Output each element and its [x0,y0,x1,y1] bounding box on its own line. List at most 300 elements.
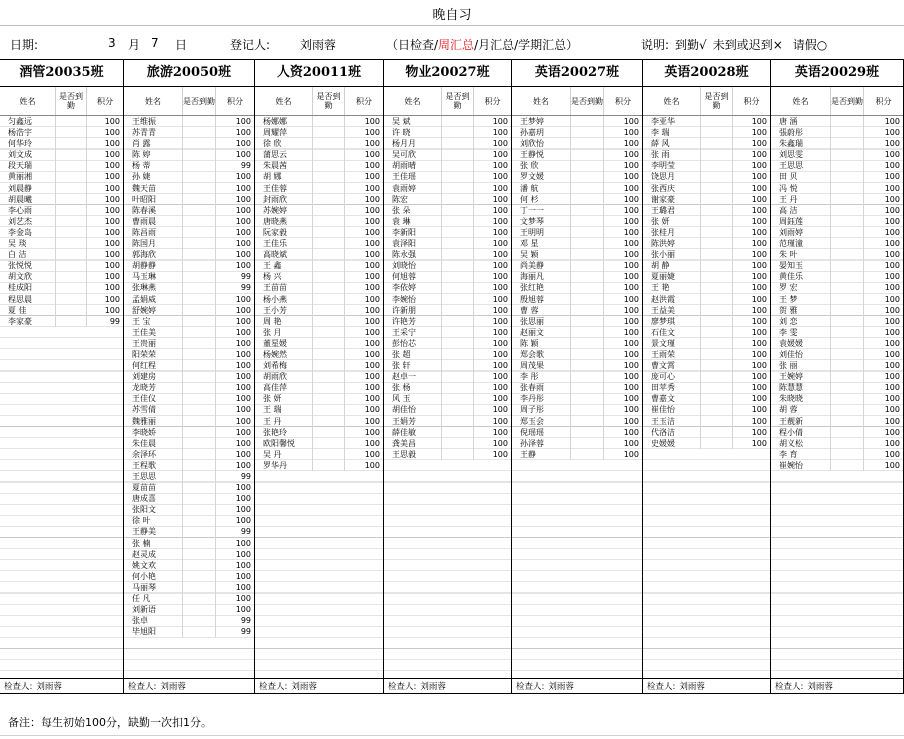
attendance-cell[interactable] [442,393,474,404]
attendance-cell[interactable] [701,360,733,371]
student-name[interactable]: 倪瑶瑶 [512,427,571,438]
score-cell[interactable]: 100 [623,272,639,282]
student-name[interactable]: 马玉琳 [124,271,183,282]
score-cell[interactable]: 100 [235,117,251,126]
student-name[interactable]: 李金岛 [0,227,56,238]
student-name[interactable]: 胡雨晴 [384,160,442,171]
attendance-cell[interactable] [313,316,345,327]
score-cell[interactable]: 100 [235,227,251,237]
attendance-cell[interactable] [183,338,216,349]
student-name[interactable]: 徐 叶 [124,515,183,526]
score-cell[interactable]: 100 [235,571,251,581]
attendance-cell[interactable] [56,205,87,216]
student-name[interactable]: 刘雨婷 [771,227,831,238]
attendance-cell[interactable] [571,238,604,249]
score-cell[interactable]: 100 [235,338,251,348]
score-cell[interactable]: 100 [884,216,900,226]
score-cell[interactable]: 100 [364,427,380,437]
attendance-cell[interactable] [442,382,474,393]
student-name[interactable]: 王梦婷 [512,116,571,127]
score-cell[interactable]: 100 [104,239,120,249]
student-name[interactable]: 何小艳 [124,571,183,582]
attendance-cell[interactable] [56,149,87,160]
student-name[interactable]: 张悦悦 [0,260,56,271]
score-cell[interactable]: 100 [104,139,120,149]
student-name[interactable]: 夏丽婕 [643,271,701,282]
student-name[interactable]: 胡 静 [643,260,701,271]
score-cell[interactable]: 100 [884,383,900,393]
score-cell[interactable]: 100 [751,161,767,171]
attendance-cell[interactable] [56,116,87,127]
student-name[interactable]: 黄佳乐 [771,271,831,282]
score-cell[interactable]: 100 [751,394,767,404]
score-cell[interactable]: 100 [623,194,639,204]
student-name[interactable]: 余泽环 [124,449,183,460]
attendance-cell[interactable] [831,438,864,449]
student-name[interactable]: 胡晨曦 [0,194,56,205]
score-cell[interactable]: 100 [364,394,380,404]
score-cell[interactable]: 100 [884,139,900,149]
student-name[interactable]: 李 彤 [512,371,571,382]
student-name[interactable]: 尚美静 [512,260,571,271]
student-name[interactable]: 袁雨婷 [384,183,442,194]
student-name[interactable]: 曹 蓉 [512,305,571,316]
score-cell[interactable]: 100 [884,161,900,171]
score-cell[interactable]: 100 [492,449,508,459]
student-name[interactable]: 周茂果 [512,360,571,371]
student-name[interactable]: 任 凡 [124,593,183,604]
score-cell[interactable]: 100 [751,216,767,226]
attendance-cell[interactable] [56,160,87,171]
attendance-cell[interactable] [56,194,87,205]
student-name[interactable]: 黄丽湘 [0,171,56,182]
student-name[interactable]: 刘艺杰 [0,216,56,227]
student-name[interactable]: 朱晨茜 [255,160,313,171]
score-cell[interactable]: 100 [364,327,380,337]
score-cell[interactable]: 100 [623,216,639,226]
attendance-cell[interactable] [701,371,733,382]
attendance-cell[interactable] [571,404,604,415]
attendance-cell[interactable] [442,160,474,171]
score-cell[interactable]: 100 [623,227,639,237]
student-name[interactable]: 阳荣荣 [124,349,183,360]
score-cell[interactable]: 100 [364,150,380,160]
student-name[interactable]: 欧阳馨悦 [255,438,313,449]
attendance-cell[interactable] [831,404,864,415]
score-cell[interactable]: 100 [492,272,508,282]
score-cell[interactable]: 100 [492,427,508,437]
student-name[interactable]: 李明莹 [643,160,701,171]
attendance-cell[interactable] [183,604,216,615]
attendance-cell[interactable] [183,560,216,571]
student-name[interactable]: 程小倩 [771,427,831,438]
attendance-cell[interactable] [313,294,345,305]
student-name[interactable]: 丁一一 [512,205,571,216]
student-name[interactable]: 苏雪倩 [124,404,183,415]
attendance-cell[interactable] [183,238,216,249]
score-cell[interactable]: 100 [104,283,120,293]
student-name[interactable]: 胡佳怡 [384,404,442,415]
attendance-cell[interactable] [442,371,474,382]
score-cell[interactable]: 100 [364,194,380,204]
student-name[interactable]: 薛 风 [643,138,701,149]
student-name[interactable]: 陈 婷 [124,149,183,160]
score-cell[interactable]: 100 [751,372,767,382]
student-name[interactable]: 阮家毅 [255,227,313,238]
score-cell[interactable]: 100 [623,372,639,382]
student-name[interactable]: 李心雨 [0,205,56,216]
score-cell[interactable]: 100 [623,316,639,326]
attendance-cell[interactable] [701,227,733,238]
score-cell[interactable]: 100 [751,183,767,193]
student-name[interactable]: 高 洁 [771,205,831,216]
score-cell[interactable]: 100 [884,294,900,304]
attendance-cell[interactable] [571,382,604,393]
score-cell[interactable]: 100 [623,427,639,437]
student-name[interactable]: 朱 叶 [771,249,831,260]
attendance-cell[interactable] [56,227,87,238]
student-name[interactable]: 刘希梅 [255,360,313,371]
score-cell[interactable]: 100 [623,449,639,459]
attendance-cell[interactable] [183,515,216,526]
score-cell[interactable]: 100 [884,338,900,348]
attendance-cell[interactable] [571,360,604,371]
attendance-cell[interactable] [183,404,216,415]
score-cell[interactable]: 99 [240,527,251,537]
attendance-cell[interactable] [183,227,216,238]
score-cell[interactable]: 100 [235,294,251,304]
student-name[interactable]: 庞可心 [643,371,701,382]
attendance-cell[interactable] [571,249,604,260]
attendance-cell[interactable] [831,149,864,160]
student-name[interactable]: 张 杨 [384,382,442,393]
student-name[interactable]: 王雨荣 [643,349,701,360]
student-name[interactable]: 王佳乐 [255,238,313,249]
score-cell[interactable]: 100 [751,128,767,138]
score-cell[interactable]: 100 [623,438,639,448]
student-name[interactable]: 王 梦 [771,294,831,305]
attendance-cell[interactable] [313,382,345,393]
attendance-cell[interactable] [313,416,345,427]
score-cell[interactable]: 100 [884,261,900,271]
attendance-cell[interactable] [313,149,345,160]
score-cell[interactable]: 100 [364,383,380,393]
score-cell[interactable]: 100 [235,150,251,160]
attendance-cell[interactable] [831,216,864,227]
score-cell[interactable]: 100 [623,183,639,193]
student-name[interactable]: 王小芳 [255,305,313,316]
score-cell[interactable]: 100 [751,405,767,415]
score-cell[interactable]: 100 [751,316,767,326]
attendance-cell[interactable] [701,138,733,149]
attendance-cell[interactable] [183,416,216,427]
attendance-cell[interactable] [442,238,474,249]
student-name[interactable]: 夏 佳 [0,305,56,316]
attendance-cell[interactable] [313,216,345,227]
score-cell[interactable]: 100 [104,250,120,260]
attendance-cell[interactable] [183,549,216,560]
student-name[interactable]: 吴 琰 [0,238,56,249]
score-cell[interactable]: 100 [492,405,508,415]
score-cell[interactable]: 100 [235,139,251,149]
score-cell[interactable]: 100 [623,416,639,426]
attendance-cell[interactable] [831,460,864,471]
attendance-cell[interactable] [183,427,216,438]
score-cell[interactable]: 100 [235,128,251,138]
score-cell[interactable]: 100 [623,349,639,359]
score-cell[interactable]: 100 [751,150,767,160]
attendance-cell[interactable] [183,160,216,171]
attendance-cell[interactable] [571,327,604,338]
score-cell[interactable]: 100 [364,139,380,149]
score-cell[interactable]: 100 [104,305,120,315]
student-name[interactable]: 李婉怡 [384,294,442,305]
student-name[interactable]: 肖 露 [124,138,183,149]
student-name[interactable]: 王 艳 [643,282,701,293]
score-cell[interactable]: 100 [623,261,639,271]
score-cell[interactable]: 100 [492,205,508,215]
attendance-cell[interactable] [183,538,216,549]
score-cell[interactable]: 100 [104,161,120,171]
attendance-cell[interactable] [442,427,474,438]
attendance-cell[interactable] [442,194,474,205]
attendance-cell[interactable] [183,582,216,593]
attendance-cell[interactable] [313,427,345,438]
score-cell[interactable]: 100 [492,349,508,359]
score-cell[interactable]: 100 [884,372,900,382]
attendance-cell[interactable] [571,305,604,316]
attendance-cell[interactable] [831,371,864,382]
attendance-cell[interactable] [56,171,87,182]
student-name[interactable]: 唐 涵 [771,116,831,127]
score-cell[interactable]: 100 [492,305,508,315]
score-cell[interactable]: 100 [364,338,380,348]
student-name[interactable]: 杨娜娜 [255,116,313,127]
attendance-cell[interactable] [313,282,345,293]
student-name[interactable]: 范瑾潼 [771,238,831,249]
score-cell[interactable]: 100 [235,172,251,182]
student-name[interactable]: 李 瑞 [643,127,701,138]
score-cell[interactable]: 100 [623,139,639,149]
attendance-cell[interactable] [183,393,216,404]
student-name[interactable]: 文梦琴 [512,216,571,227]
attendance-cell[interactable] [831,127,864,138]
student-name[interactable]: 王 丹 [255,416,313,427]
score-cell[interactable]: 100 [492,383,508,393]
attendance-cell[interactable] [183,593,216,604]
student-name[interactable]: 王 宝 [124,316,183,327]
score-cell[interactable]: 100 [364,261,380,271]
student-name[interactable]: 朱佳晨 [124,438,183,449]
score-cell[interactable]: 99 [240,627,251,637]
attendance-cell[interactable] [831,282,864,293]
score-cell[interactable]: 100 [235,383,251,393]
attendance-cell[interactable] [701,327,733,338]
attendance-cell[interactable] [313,338,345,349]
student-name[interactable]: 王程歌 [124,460,183,471]
score-cell[interactable]: 100 [364,294,380,304]
score-cell[interactable]: 100 [492,416,508,426]
attendance-cell[interactable] [442,127,474,138]
student-name[interactable]: 殷旭蓉 [512,294,571,305]
attendance-cell[interactable] [56,249,87,260]
student-name[interactable]: 孟娟威 [124,294,183,305]
score-cell[interactable]: 100 [884,405,900,415]
score-cell[interactable]: 100 [364,438,380,448]
student-name[interactable]: 邓 星 [512,238,571,249]
student-name[interactable]: 魏天苗 [124,183,183,194]
score-cell[interactable]: 100 [235,250,251,260]
attendance-cell[interactable] [701,338,733,349]
student-name[interactable]: 罗文媛 [512,171,571,182]
score-cell[interactable]: 100 [235,494,251,504]
attendance-cell[interactable] [183,127,216,138]
attendance-cell[interactable] [831,183,864,194]
attendance-cell[interactable] [183,216,216,227]
score-cell[interactable]: 100 [235,605,251,615]
student-name[interactable]: 王 鑫 [255,260,313,271]
student-name[interactable]: 苏青青 [124,127,183,138]
score-cell[interactable]: 100 [884,349,900,359]
attendance-cell[interactable] [701,116,733,127]
attendance-cell[interactable] [701,438,733,449]
student-name[interactable]: 魏雅丽 [124,416,183,427]
student-name[interactable]: 陈洪婷 [643,238,701,249]
attendance-cell[interactable] [183,571,216,582]
student-name[interactable]: 潘 航 [512,183,571,194]
student-name[interactable]: 张 月 [255,327,313,338]
student-name[interactable]: 王佳仪 [124,393,183,404]
attendance-cell[interactable] [701,160,733,171]
student-name[interactable]: 冯 悦 [771,183,831,194]
score-cell[interactable]: 100 [492,239,508,249]
score-cell[interactable]: 100 [492,261,508,271]
student-name[interactable]: 张春雨 [512,382,571,393]
attendance-cell[interactable] [571,371,604,382]
attendance-cell[interactable] [571,149,604,160]
student-name[interactable]: 周子彤 [512,404,571,415]
attendance-cell[interactable] [442,360,474,371]
student-name[interactable]: 史媛媛 [643,438,701,449]
attendance-cell[interactable] [571,160,604,171]
score-cell[interactable]: 100 [884,183,900,193]
score-cell[interactable]: 100 [751,338,767,348]
score-cell[interactable]: 100 [364,172,380,182]
score-cell[interactable]: 100 [884,250,900,260]
student-name[interactable]: 龙晓芳 [124,382,183,393]
attendance-cell[interactable] [571,127,604,138]
score-cell[interactable]: 100 [751,383,767,393]
score-cell[interactable]: 100 [235,427,251,437]
attendance-cell[interactable] [701,382,733,393]
student-name[interactable]: 周鈺莲 [771,216,831,227]
student-name[interactable]: 罗 宏 [771,282,831,293]
student-name[interactable]: 崔佳怡 [643,404,701,415]
student-name[interactable]: 许新朋 [384,305,442,316]
score-cell[interactable]: 100 [235,239,251,249]
student-name[interactable]: 陈慧慧 [771,382,831,393]
student-name[interactable]: 赵灵成 [124,549,183,560]
score-cell[interactable]: 100 [751,438,767,448]
attendance-cell[interactable] [183,615,216,626]
score-cell[interactable]: 100 [751,272,767,282]
score-cell[interactable]: 99 [240,161,251,171]
attendance-cell[interactable] [183,282,216,293]
attendance-cell[interactable] [313,238,345,249]
student-name[interactable]: 朱鑫瑞 [771,138,831,149]
student-name[interactable]: 李晓娇 [124,427,183,438]
attendance-cell[interactable] [183,249,216,260]
student-name[interactable]: 杨婉然 [255,349,313,360]
student-name[interactable]: 张思丽 [512,316,571,327]
score-cell[interactable]: 100 [884,438,900,448]
attendance-cell[interactable] [56,216,87,227]
attendance-cell[interactable] [183,504,216,515]
score-cell[interactable]: 100 [364,205,380,215]
attendance-cell[interactable] [571,349,604,360]
attendance-cell[interactable] [442,305,474,316]
score-cell[interactable]: 100 [623,394,639,404]
student-name[interactable]: 王思毅 [384,449,442,460]
score-cell[interactable]: 100 [364,460,380,470]
student-name[interactable]: 陈春溪 [124,205,183,216]
student-name[interactable]: 龚美昌 [384,438,442,449]
attendance-cell[interactable] [442,449,474,460]
score-cell[interactable]: 100 [492,361,508,371]
score-cell[interactable]: 100 [492,227,508,237]
student-name[interactable]: 景文瑾 [643,338,701,349]
attendance-cell[interactable] [831,416,864,427]
attendance-cell[interactable] [313,393,345,404]
student-name[interactable]: 胡文欣 [0,271,56,282]
score-cell[interactable]: 100 [492,394,508,404]
student-name[interactable]: 王 丹 [771,194,831,205]
attendance-cell[interactable] [701,216,733,227]
score-cell[interactable]: 100 [623,150,639,160]
score-cell[interactable]: 100 [104,294,120,304]
attendance-cell[interactable] [56,183,87,194]
student-name[interactable]: 陈 颖 [512,338,571,349]
attendance-cell[interactable] [313,171,345,182]
score-cell[interactable]: 100 [492,438,508,448]
score-cell[interactable]: 100 [364,161,380,171]
attendance-cell[interactable] [701,238,733,249]
attendance-cell[interactable] [183,449,216,460]
attendance-cell[interactable] [56,282,87,293]
student-name[interactable]: 贺 雅 [771,305,831,316]
attendance-cell[interactable] [442,205,474,216]
score-cell[interactable]: 100 [492,283,508,293]
attendance-cell[interactable] [442,294,474,305]
student-name[interactable]: 唐晓燕 [255,216,313,227]
student-name[interactable]: 王贵丽 [124,338,183,349]
student-name[interactable]: 石佳文 [643,327,701,338]
student-name[interactable]: 苏婉婷 [255,205,313,216]
attendance-cell[interactable] [442,249,474,260]
attendance-cell[interactable] [313,249,345,260]
attendance-cell[interactable] [831,260,864,271]
attendance-cell[interactable] [571,216,604,227]
student-name[interactable]: 董星媛 [255,338,313,349]
score-cell[interactable]: 100 [884,150,900,160]
student-name[interactable]: 彭怡芯 [384,338,442,349]
score-cell[interactable]: 100 [364,349,380,359]
score-cell[interactable]: 100 [104,205,120,215]
attendance-cell[interactable] [831,449,864,460]
student-name[interactable]: 王采宁 [384,327,442,338]
score-cell[interactable]: 100 [492,250,508,260]
score-cell[interactable]: 100 [623,128,639,138]
